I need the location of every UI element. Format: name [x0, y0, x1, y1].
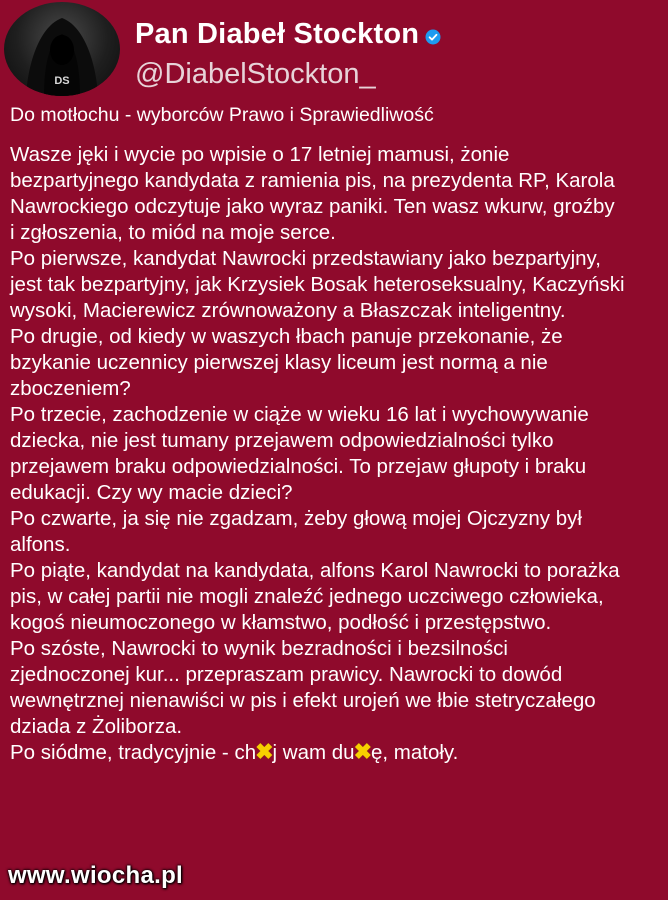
site-watermark: www.wiocha.pl [8, 862, 184, 889]
avatar[interactable] [4, 2, 120, 96]
last-line-part: Po siódme, tradycyjnie - ch [10, 741, 257, 764]
post-line: Wasze jęki i wycie po wpisie o 17 letniej mamusi, żonie [10, 143, 510, 166]
avatar-label: DS [54, 75, 70, 87]
author-display-name[interactable]: Pan Diabeł Stockton [135, 18, 420, 50]
post-line: zjednoczonej kur... przepraszam prawicy. Nawrocki to dowód [10, 663, 563, 686]
post-body [10, 142, 662, 766]
post-line: jest tak bezpartyjny, jak Krzysiek Bosak heteroseksualny, Kaczyński [10, 273, 625, 296]
post-last-line [10, 740, 662, 766]
author-handle[interactable]: @DiabelStockton_ [135, 58, 376, 90]
post-line: dziecka, nie jest tumany przejawem odpowiedzialności tylko [10, 429, 554, 452]
post-line: Po czwarte, ja się nie zgadzam, żeby głową mojej Ojczyzny był [10, 507, 582, 530]
post-line: alfons. [10, 533, 71, 556]
author-name-row [135, 18, 441, 51]
post-line: bezpartyjnego kandydata z ramienia pis, na prezydenta RP, Karola [10, 169, 615, 192]
post-line: Nawrockiego odczytuje jako wyraz paniki. Ten wasz wkurw, groźby [10, 195, 615, 218]
post-line: Po drugie, od kiedy w waszych łbach panuje przekonanie, że [10, 325, 563, 348]
post-line: wewnętrznej nienawiści w pis i efekt urojeń we łbie stetryczałego [10, 689, 596, 712]
post-line: zboczeniem? [10, 377, 131, 400]
post-line: przejawem braku odpowiedzialności. To przejaw głupoty i braku [10, 455, 587, 478]
hooded-figure-avatar-icon [4, 2, 120, 96]
post-line: kogoś nieumoczonego w kłamstwo, podłość i przestępstwo. [10, 611, 552, 634]
post-line: pis, w całej partii nie mogli znaleźć jednego uczciwego człowieka, [10, 585, 604, 608]
post-line: Po pierwsze, kandydat Nawrocki przedstawiany jako bezpartyjny, [10, 247, 601, 270]
post-line: bzykanie uczennicy pierwszej klasy liceum jest normą a nie [10, 351, 548, 374]
post-line: Po piąte, kandydat na kandydata, alfons Karol Nawrocki to porażka [10, 559, 620, 582]
post-line: Po trzecie, zachodzenie w ciąże w wieku 16 lat i wychowywanie [10, 403, 589, 426]
last-line-part: ę, matoły. [371, 741, 459, 764]
verified-check-icon [425, 29, 441, 45]
last-line-part: j wam du [272, 741, 355, 764]
post-intro: Do motłochu - wyborców Prawo i Sprawiedliwość [10, 104, 434, 126]
post-line: i zgłoszenia, to miód na moje serce. [10, 221, 336, 244]
post-line: dziada z Żoliborza. [10, 715, 183, 738]
censor-x-icon: ✖ [353, 739, 373, 764]
post-line: edukacji. Czy wy macie dzieci? [10, 481, 293, 504]
censor-x-icon: ✖ [255, 739, 274, 764]
post-line: Po szóste, Nawrocki to wynik bezradności i bezsilności [10, 637, 508, 660]
post-line: wysoki, Macierewicz zrównoważony a Błaszczak inteligentny. [10, 299, 566, 322]
